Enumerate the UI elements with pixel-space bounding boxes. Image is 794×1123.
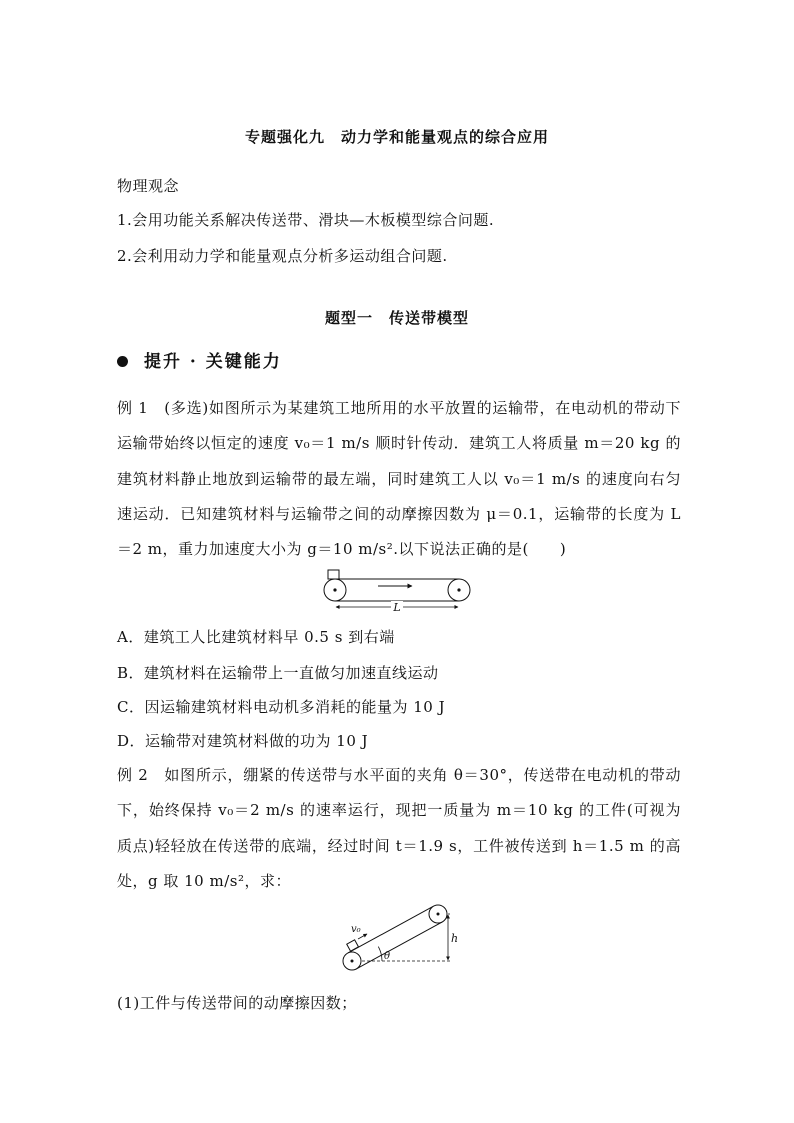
length-label: L	[393, 601, 401, 614]
belt-lower-line	[356, 922, 442, 969]
option-a: A．建筑工人比建筑材料早 0.5 s 到右端	[117, 628, 395, 646]
option-d: D．运输带对建筑材料做的功为 10 J	[117, 732, 369, 750]
option-c: C．因运输建筑材料电动机多消耗的能量为 10 J	[117, 698, 446, 716]
example-1-text: 例 1 (多选)如图所示为某建筑工地所用的水平放置的运输带，在电动机的带动下运输带始终以恒定的速度 v₀＝1 m/s 顺时针传动．建筑工人将质量 m＝20 kg 的建筑材料静止地放到运输带的最左端，同时建筑工人以 v₀＝1 m/s 的速度向右匀速运动．已知建筑材料与运输带之间的动摩擦因数为 μ＝0.1，运输带的长度为 L＝2 m，重力加速度大小为 g＝10 m/s².以下说法正确的是( )	[117, 399, 681, 559]
page-title: 专题强化九 动力学和能量观点的综合应用	[244, 128, 549, 146]
height-label: h	[451, 932, 459, 945]
subheading: 提升 · 关键能力	[144, 352, 282, 372]
question-1: (1)工件与传送带间的动摩擦因数；	[117, 994, 357, 1012]
upper-axle	[437, 913, 440, 916]
angle-label: θ	[384, 951, 391, 962]
example-2-text: 例 2 如图所示，绷紧的传送带与水平面的夹角 θ＝30°，传送带在电动机的带动下，始终保持 v₀＝2 m/s 的速率运行，现把一质量为 m＝10 kg 的工件(可视为质点)轻轻放在传送带的底端，经过时间 t＝1.9 s，工件被传送到 h＝1.5 m 的高处，g 取 10 m/s²，求：	[117, 766, 681, 890]
inclined-conveyor-figure	[336, 900, 461, 975]
concept-heading: 物理观念	[117, 177, 180, 195]
bullet-icon	[117, 356, 128, 367]
lower-axle	[351, 960, 354, 963]
section-title: 题型一 传送带模型	[324, 309, 469, 327]
right-axle	[457, 588, 460, 591]
option-b: B．建筑材料在运输带上一直做匀加速直线运动	[117, 664, 439, 682]
angle-arc	[378, 947, 382, 961]
workpiece-block	[347, 940, 359, 951]
concept-item-1: 1.会用功能关系解决传送带、滑块—木板模型综合问题.	[117, 211, 495, 229]
material-block	[328, 570, 339, 579]
concept-item-2: 2.会利用动力学和能量观点分析多运动组合问题.	[117, 247, 448, 265]
left-axle	[333, 588, 336, 591]
horizontal-conveyor-figure	[320, 566, 475, 616]
velocity-label: v₀	[351, 924, 361, 935]
